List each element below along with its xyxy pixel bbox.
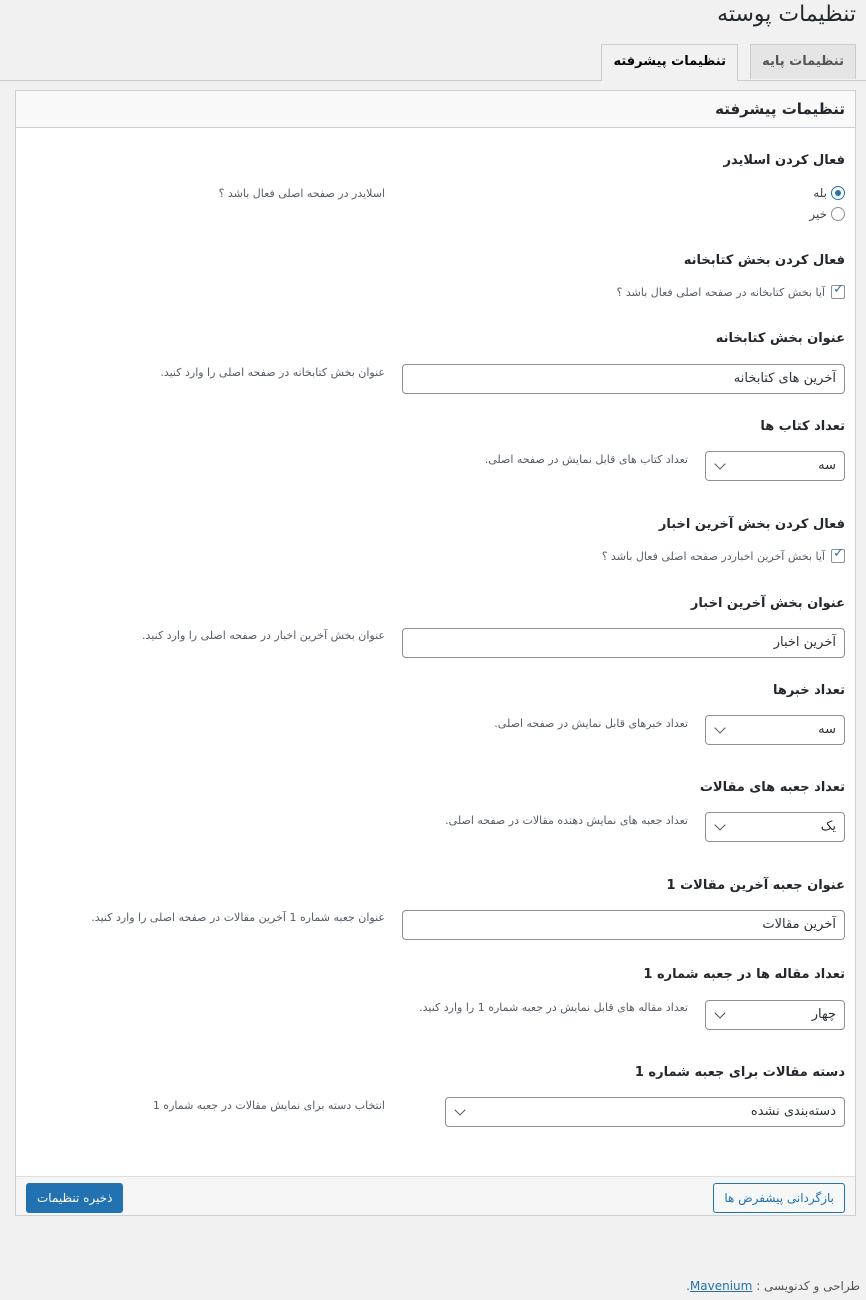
library-title-desc: عنوان بخش کتابخانه در صفحه اصلی را وارد کنید. bbox=[160, 366, 385, 379]
news-enable-checkbox[interactable] bbox=[831, 549, 845, 563]
tab-basic-settings[interactable]: تنظیمات پایه bbox=[750, 44, 856, 79]
library-title-input[interactable]: آخرین های کتابخانه bbox=[402, 364, 845, 394]
reset-defaults-button[interactable]: بازگردانی پیشفرض ها bbox=[713, 1183, 845, 1213]
tab-advanced-settings[interactable]: تنظیمات پیشرفته bbox=[601, 44, 738, 81]
library-enable-text: آیا بخش کتابخانه در صفحه اصلی فعال باشد ؟ bbox=[616, 285, 825, 299]
news-enable-field bbox=[16, 517, 845, 563]
library-enable-option[interactable] bbox=[617, 285, 845, 299]
article-boxes-value: یک bbox=[820, 819, 836, 834]
news-title-input[interactable]: آخرین اخبار bbox=[402, 628, 845, 658]
article-boxes-select[interactable] bbox=[705, 812, 845, 842]
save-settings-button[interactable]: ذخیره تنظیمات bbox=[26, 1183, 123, 1213]
box1-count-select[interactable] bbox=[705, 1000, 845, 1030]
library-title-label: عنوان بخش کتابخانه bbox=[715, 331, 845, 346]
advanced-settings-panel bbox=[15, 90, 856, 1216]
chevron-down-icon bbox=[714, 458, 725, 469]
news-enable-label: فعال کردن بخش آخرین اخبار bbox=[658, 517, 845, 532]
box1-count-field bbox=[16, 967, 845, 1022]
slider-no-option[interactable] bbox=[809, 207, 845, 221]
slider-yes-option[interactable] bbox=[813, 186, 845, 200]
box1-title-input[interactable]: آخرین مقالات bbox=[402, 910, 845, 940]
book-count-field bbox=[16, 419, 845, 473]
article-boxes-label: تعداد جعبه های مقالات bbox=[699, 780, 845, 795]
news-count-select[interactable] bbox=[705, 715, 845, 745]
box1-count-value: چهار bbox=[811, 1007, 836, 1022]
credit-text: طراحی و کدنویسی : bbox=[756, 1279, 860, 1293]
panel-footer bbox=[16, 1176, 855, 1215]
box1-title-label: عنوان جعبه آخرین مقالات 1 bbox=[666, 878, 845, 893]
news-count-value: سه bbox=[818, 722, 836, 737]
page-title: تنظیمات پوسته bbox=[717, 2, 856, 27]
box1-title-field bbox=[16, 878, 845, 932]
box1-category-desc: انتخاب دسته برای نمایش مقالات در جعبه شماره 1 bbox=[152, 1099, 385, 1112]
slider-label: فعال کردن اسلایدر bbox=[723, 153, 845, 168]
news-enable-text: آیا بخش آخرین اخباردر صفحه اصلی فعال باشد ؟ bbox=[601, 549, 825, 563]
chevron-down-icon bbox=[454, 1104, 465, 1115]
box1-category-label: دسته مقالات برای جعبه شماره 1 bbox=[634, 1065, 845, 1080]
chevron-down-icon bbox=[714, 722, 725, 733]
slider-field bbox=[16, 153, 845, 221]
slider-desc: اسلایدر در صفحه اصلی فعال باشد ؟ bbox=[218, 187, 385, 200]
box1-count-desc: تعداد مقاله های قابل نمایش در جعبه شماره 1 را وارد کنید. bbox=[419, 1001, 688, 1014]
book-count-label: تعداد کتاب ها bbox=[760, 419, 845, 434]
news-count-label: تعداد خبرها bbox=[772, 683, 845, 698]
chevron-down-icon bbox=[714, 819, 725, 830]
slider-no-radio[interactable] bbox=[831, 207, 845, 221]
article-boxes-field bbox=[16, 780, 845, 834]
footer-credit: طراحی و کدنویسی : Mavenium. bbox=[686, 1279, 860, 1293]
library-enable-checkbox[interactable] bbox=[831, 285, 845, 299]
book-count-select[interactable] bbox=[705, 451, 845, 481]
box1-category-field bbox=[16, 1065, 845, 1119]
chevron-down-icon bbox=[714, 1007, 725, 1018]
news-enable-option[interactable] bbox=[602, 549, 845, 563]
article-boxes-desc: تعداد جعبه های نمایش دهنده مقالات در صفحه اصلی. bbox=[445, 814, 688, 827]
news-count-field bbox=[16, 683, 845, 737]
book-count-desc: تعداد کتاب های قابل نمایش در صفحه اصلی. bbox=[484, 453, 688, 466]
library-title-field bbox=[16, 331, 845, 386]
settings-tabs bbox=[0, 44, 866, 81]
news-count-desc: تعداد خبرهای قابل نمایش در صفحه اصلی. bbox=[494, 717, 688, 730]
panel-title: تنظیمات پیشرفته bbox=[16, 91, 855, 128]
box1-title-desc: عنوان جعبه شماره 1 آخرین مقالات در صفحه اصلی را وارد کنید. bbox=[91, 911, 385, 924]
news-title-desc: عنوان بخش آخرین اخبار در صفحه اصلی را وارد کنید. bbox=[142, 629, 385, 642]
box1-category-value: دسته‌بندی نشده bbox=[750, 1104, 836, 1119]
slider-no-label: خیر bbox=[809, 207, 827, 221]
book-count-value: سه bbox=[818, 458, 836, 473]
library-enable-label: فعال کردن بخش کتابخانه bbox=[683, 253, 845, 268]
credit-link[interactable]: Mavenium bbox=[689, 1279, 753, 1293]
box1-count-label: تعداد مقاله ها در جعبه شماره 1 bbox=[643, 967, 845, 982]
slider-yes-radio[interactable] bbox=[831, 186, 845, 200]
library-enable-field bbox=[16, 253, 845, 299]
news-title-field bbox=[16, 596, 845, 650]
news-title-label: عنوان بخش آخرین اخبار bbox=[690, 596, 845, 611]
slider-yes-label: بله bbox=[813, 186, 827, 200]
box1-category-select[interactable] bbox=[445, 1097, 845, 1127]
